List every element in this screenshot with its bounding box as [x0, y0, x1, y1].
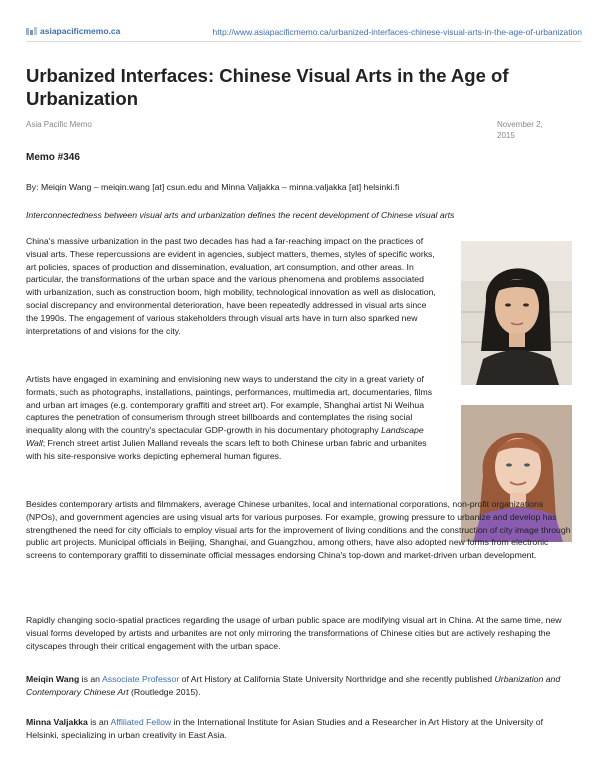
memo-number: Memo #346: [26, 152, 80, 163]
article-url-link[interactable]: http://www.asiapacificmemo.ca/urbanized-interfaces-chinese-visual-arts-in-the-age-of-urbanization: [212, 27, 582, 37]
bio-1-name: Meiqin Wang: [26, 674, 80, 684]
author-photo-meiqin-wang: [461, 241, 572, 385]
site-logo[interactable]: [26, 26, 120, 36]
article-title: Urbanized Interfaces: Chinese Visual Arts in the Age of Urbanization: [26, 65, 509, 109]
paragraph-3: Besides contemporary artists and filmmakers, average Chinese urbanites, local and international corporations, non-profit organizations (NPOs), and government agencies are using visual arts for various purposes. For example, growing pressure to urbanize and develop has strengthened the need for city officials to employ visual arts for the improvement of living conditions and the construction of city image through public art projects. Municipal officials in Beijing, Shanghai, and Guangzhou, among others, have also adopted new forms from electronic screens to contemporary graffiti to disseminate official messages endorsing China's top-down and market-driven urban development.: [26, 499, 571, 561]
site-name: asiapacificmemo.ca: [40, 26, 121, 36]
paragraph-2: [26, 373, 438, 463]
intro-line: Interconnectedness between visual arts and urbanization defines the recent development of Chinese visual arts: [26, 210, 455, 220]
paragraph-2-text-a: Artists have engaged in examining and envisioning new ways to understand the city in a great variety of formats, such as photographs, installations, paintings, performances, multimedia art, documentaries, films and urban art images (e.g. contemporary graffiti and street art). For example, Shanghai artist Ni Weihua captures the penetration of consumerism through street billboards and contemplates the rising social inequality along with the country's spectacular GDP-growth in his documentary photography: [26, 374, 433, 436]
portrait-1-illustration: [461, 241, 572, 385]
bio-1-book: Urbanization and Contemporary Chinese Art: [26, 674, 561, 697]
bio-1-post: (Routledge 2015).: [128, 686, 201, 697]
byline: By: Meiqin Wang – meiqin.wang [at] csun.edu and Minna Valjakka – minna.valjakka [at] helsinki.fi: [26, 182, 400, 192]
article-category: Asia Pacific Memo: [26, 120, 92, 129]
paragraph-2-text-b: ; French street artist Julien Malland reveals the scars left to both Chinese urban fabric and urbanites with his site-responsive works depicting ephemeral human figures.: [26, 437, 427, 461]
article-date: November 2, 2015: [497, 120, 543, 140]
affiliated-fellow-link[interactable]: Affiliated Fellow: [110, 717, 172, 727]
associate-professor-link[interactable]: Associate Professor: [101, 674, 180, 684]
paragraph-2-emphasis: Landscape Wall: [26, 425, 424, 448]
bio-1-mid: of Art History at California State University Northridge and she recently published: [179, 674, 495, 684]
bio-2-name: Minna Valjakka: [26, 717, 88, 727]
globe-icon: [26, 27, 37, 36]
bio-2-pre: is an: [87, 717, 111, 727]
paragraph-1: China's massive urbanization in the past two decades has had a far-reaching impact on the practices of visual arts. These repercussions are evident in agencies, subject matters, themes, styles of specific works, art policies, spaces of production and dissemination, evaluation, art consumption, and other areas. In particular, the transformations of the urban space and the various phenomena and problems associated with urbanization, such as construction boom, high mobility, technological innovation as well as dislocation, social discrepancy and environmental deterioration, have been repeatedly addressed in visual arts since the 1990s. The engagement of various stakeholders through visual arts have in turn also sparked new interpretations of and visions for the city.: [26, 236, 436, 336]
paragraph-4: Rapidly changing socio-spatial practices regarding the usage of urban public space are modifying visual art in China. At the same time, new visual forms developed by artists and urbanites are not only mirroring the transformations of Chinese cities but are actively reshaping the cityscapes through their critical engagement with the urban space.: [26, 615, 562, 651]
site-header: [26, 26, 582, 42]
bio-2-post: in the International Institute for Asian Studies and a Researcher in Art History at the University of Helsinki, specializing in urban creativity in East Asia.: [26, 717, 544, 740]
bio-meiqin-wang: [26, 673, 576, 699]
bio-minna-valjakka: [26, 716, 576, 742]
bio-1-pre: is an: [79, 674, 102, 684]
